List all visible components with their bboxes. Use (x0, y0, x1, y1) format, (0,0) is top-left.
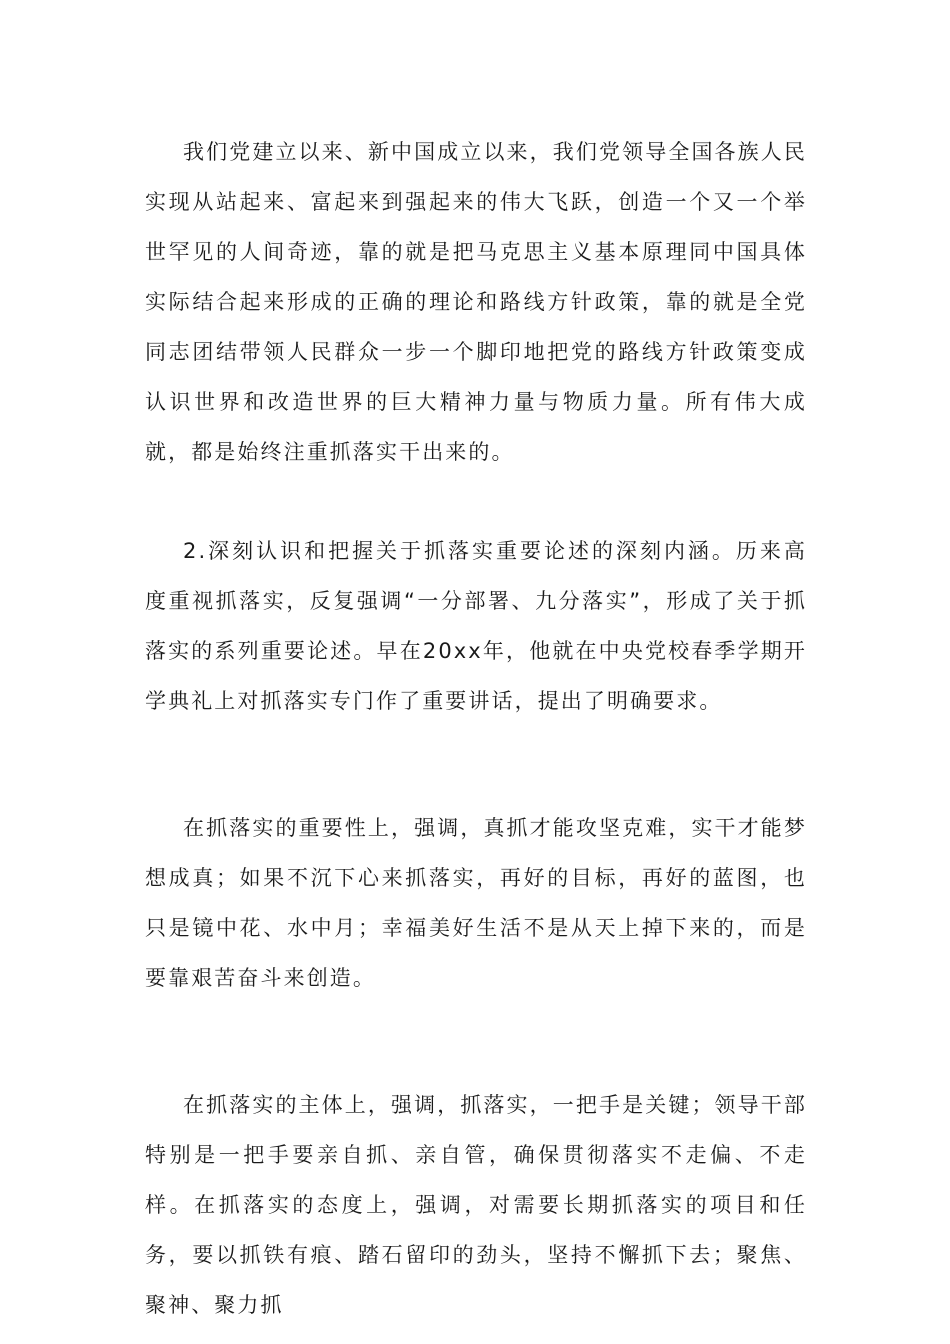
paragraph-importance: 在抓落实的重要性上，强调，真抓才能攻坚克难，实干才能梦想成真；如果不沉下心来抓落实，再好的目标，再好的蓝图，也只是镜中花、水中月；幸福美好生活不是从天上掉下来的，而是要靠艰苦奋斗来创造。 (145, 816, 807, 990)
paragraph-section-2-heading: 2.深刻认识和把握关于抓落实重要论述的深刻内涵。历来高度重视抓落实，反复强调“一分部署、九分落实”，形成了关于抓落实的系列重要论述。早在20xx年，他就在中央党校春季学期开学典礼上对抓落实专门作了重要讲话，提出了明确要求。 (145, 539, 807, 713)
paragraph-history-achievements: 我们党建立以来、新中国成立以来，我们党领导全国各族人民实现从站起来、富起来到强起来的伟大飞跃，创造一个又一个举世罕见的人间奇迹，靠的就是把马克思主义基本原理同中国具体实际结合起来形成的正确的理论和路线方针政策，靠的就是全党同志团结带领人民群众一步一个脚印地把党的路线方针政策变成认识世界和改造世界的巨大精神力量与物质力量。所有伟大成就，都是始终注重抓落实干出来的。 (145, 140, 807, 464)
paragraph-subject-attitude: 在抓落实的主体上，强调，抓落实，一把手是关键；领导干部特别是一把手要亲自抓、亲自管，确保贯彻落实不走偏、不走样。在抓落实的态度上，强调，对需要长期抓落实的项目和任务，要以抓铁有痕、踏石留印的劲头，坚持不懈抓下去；聚焦、聚神、聚力抓 (145, 1093, 807, 1317)
